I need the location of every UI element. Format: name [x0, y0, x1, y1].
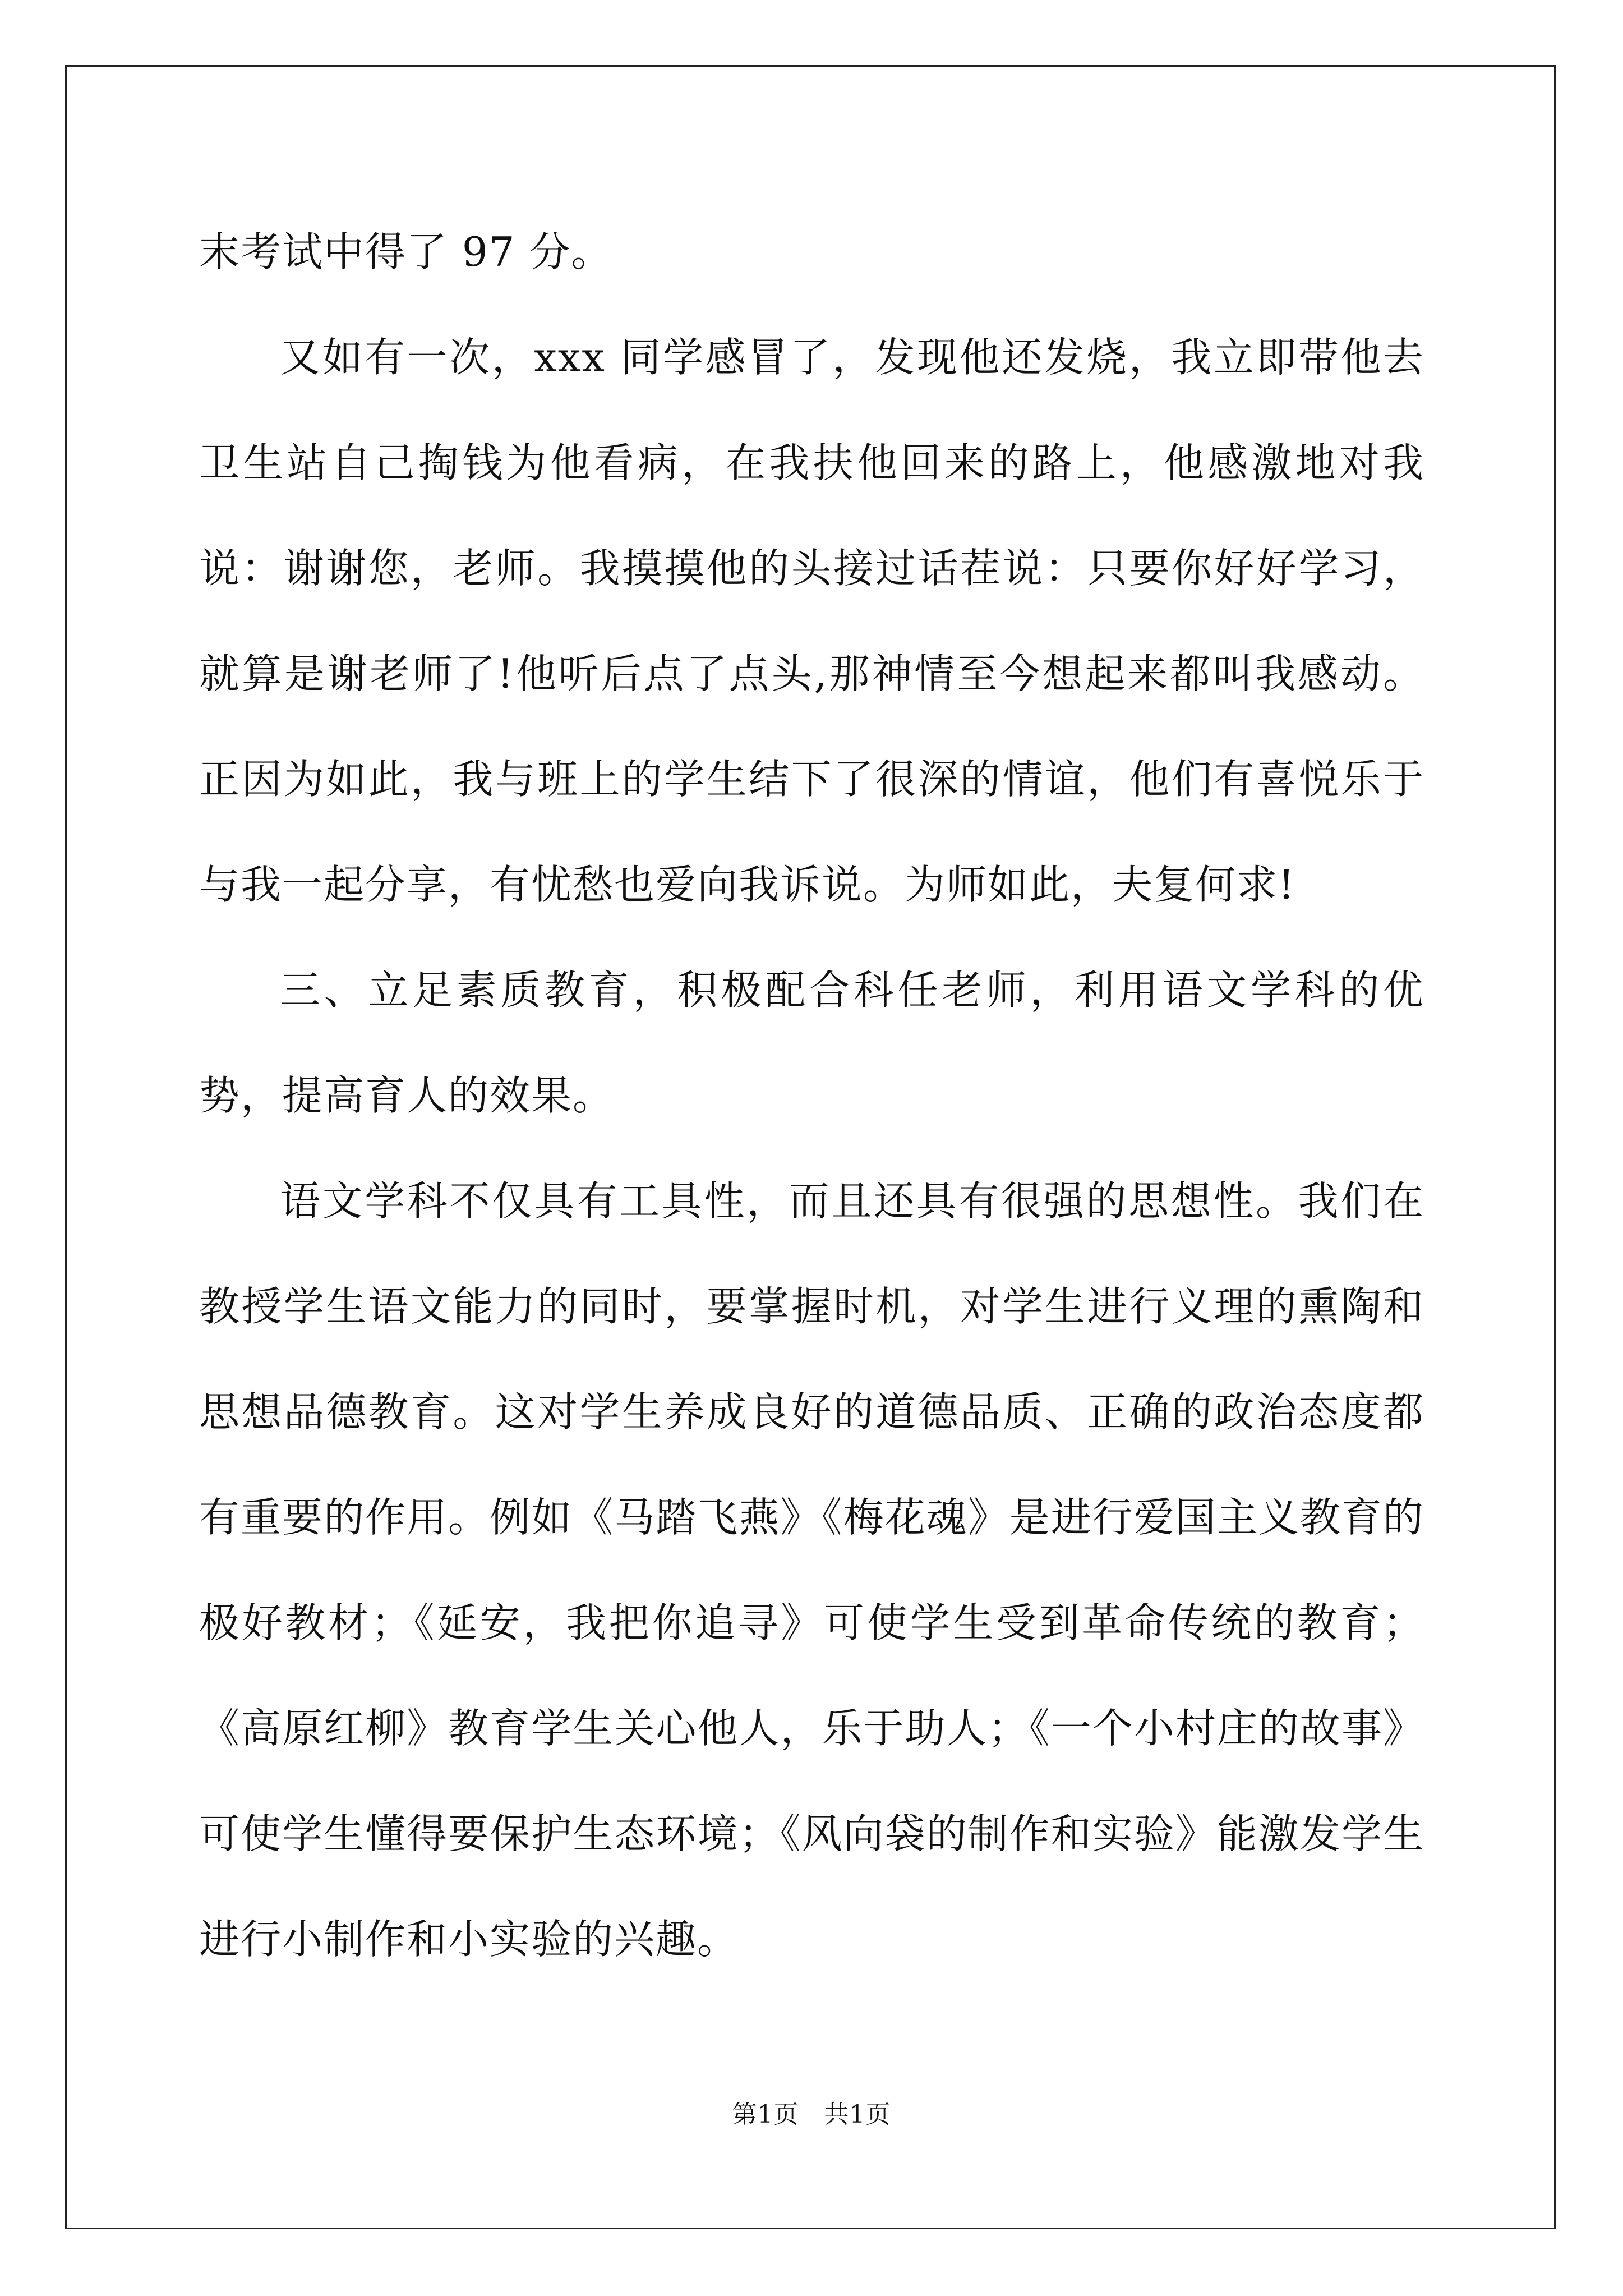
page-footer: 第1页 共1页 [732, 2100, 891, 2129]
paragraph-chinese-subject: 语文学科不仅具有工具性，而且还具有很强的思想性。我们在教授学生语文能力的同时，要掌握时机，对学生进行义理的熏陶和思想品德教育。这对学生养成良好的道德品质、正确的政治态度都有重要的作用。例如《马踏飞燕》《梅花魂》是进行爱国主义教育的极好教材；《延安，我把你追寻》可使学生受到革命传统的教育；《高原红柳》教育学生关心他人，乐于助人；《一个小村庄的故事》可使学生懂得要保护生态环境；《风向袋的制作和实验》能激发学生进行小制作和小实验的兴趣。 [199, 1177, 1424, 1963]
document-body [199, 199, 1424, 1992]
paragraph-continuation: 末考试中得了 97 分。 [199, 228, 613, 275]
paragraph-section-three-heading: 三、立足素质教育，积极配合科任老师，利用语文学科的优势，提高育人的效果。 [199, 967, 1424, 1119]
paragraph-student-anecdote: 又如有一次，xxx 同学感冒了，发现他还发烧，我立即带他去卫生站自己掏钱为他看病，在我扶他回来的路上，他感激地对我说：谢谢您，老师。我摸摸他的头接过话茬说：只要你好好学习，就算是谢老师了!他听后点了点头,那神情至今想起来都叫我感动。正因为如此，我与班上的学生结下了很深的情谊，他们有喜悦乐于与我一起分享，有忧愁也爱向我诉说。为师如此，夫复何求! [199, 334, 1424, 908]
